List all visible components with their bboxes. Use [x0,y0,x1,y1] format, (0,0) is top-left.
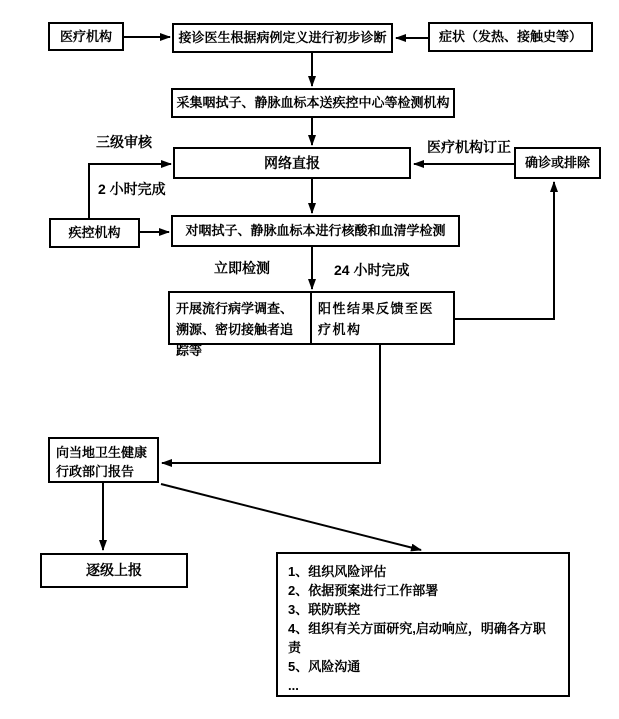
node-medical-institution [48,22,124,51]
response-measure-item: 1、组织风险评估 [288,564,387,579]
node-medical-institution-label: 医疗机构 [59,28,112,44]
label-three-level-review: 三级审核 [96,134,152,150]
response-measure-item: 5、风险沟通 [288,659,361,674]
response-measure-item: 3、联防联控 [288,602,361,617]
node-epidemiological-investigation-label: 开展流行病学调查、溯源、密切接触者追踪等 [176,301,294,358]
arrow-positive-to-confirm [455,182,554,319]
node-report-level-by-level [40,553,188,588]
response-measure-item: ... [288,678,299,693]
node-report-to-health-authority-label: 向当地卫生健康行政部门报告 [56,445,148,479]
node-network-direct-report [173,147,411,179]
node-symptoms [428,22,593,52]
node-collect-samples [171,88,455,118]
label-complete-in-24-hours: 24 小时完成 [334,262,410,278]
label-immediate-testing: 立即检测 [214,260,270,276]
node-response-measures [276,552,570,697]
node-collect-samples-label: 采集咽拭子、静脉血标本送疾控中心等检测机构 [176,95,450,111]
node-confirm-or-exclude [514,147,601,179]
node-nucleic-serology-test [171,215,460,247]
arrow-positive-to-health-authority [162,345,380,463]
response-measure-item: 4、组织有关方面研究,启动响应，明确各方职责 [288,621,546,655]
node-doctor-diagnosis [172,23,393,53]
node-report-level-by-level-label: 逐级上报 [86,562,142,579]
node-nucleic-serology-test-label: 对咽拭子、静脉血标本进行核酸和血清学检测 [185,223,446,239]
response-measure-item: 2、依据预案进行工作部署 [288,583,439,598]
node-cdc-agency [49,218,140,248]
node-positive-result-feedback [310,291,455,345]
node-epidemiological-investigation [168,291,312,358]
node-confirm-or-exclude-label: 确诊或排除 [524,155,590,171]
node-network-direct-report-label: 网络直报 [264,154,320,171]
node-symptoms-label: 症状（发热、接触史等） [438,29,582,45]
label-medical-institution-correction: 医疗机构订正 [427,139,511,155]
node-cdc-agency-label: 疾控机构 [68,225,121,241]
arrow-authority-to-response-measures [161,484,421,550]
node-doctor-diagnosis-label: 接诊医生根据病例定义进行初步诊断 [178,30,387,46]
node-report-to-health-authority [48,437,159,483]
node-positive-result-feedback-label: 阳性结果反馈至医疗机构 [318,301,435,337]
label-complete-in-2-hours: 2 小时完成 [98,181,166,197]
